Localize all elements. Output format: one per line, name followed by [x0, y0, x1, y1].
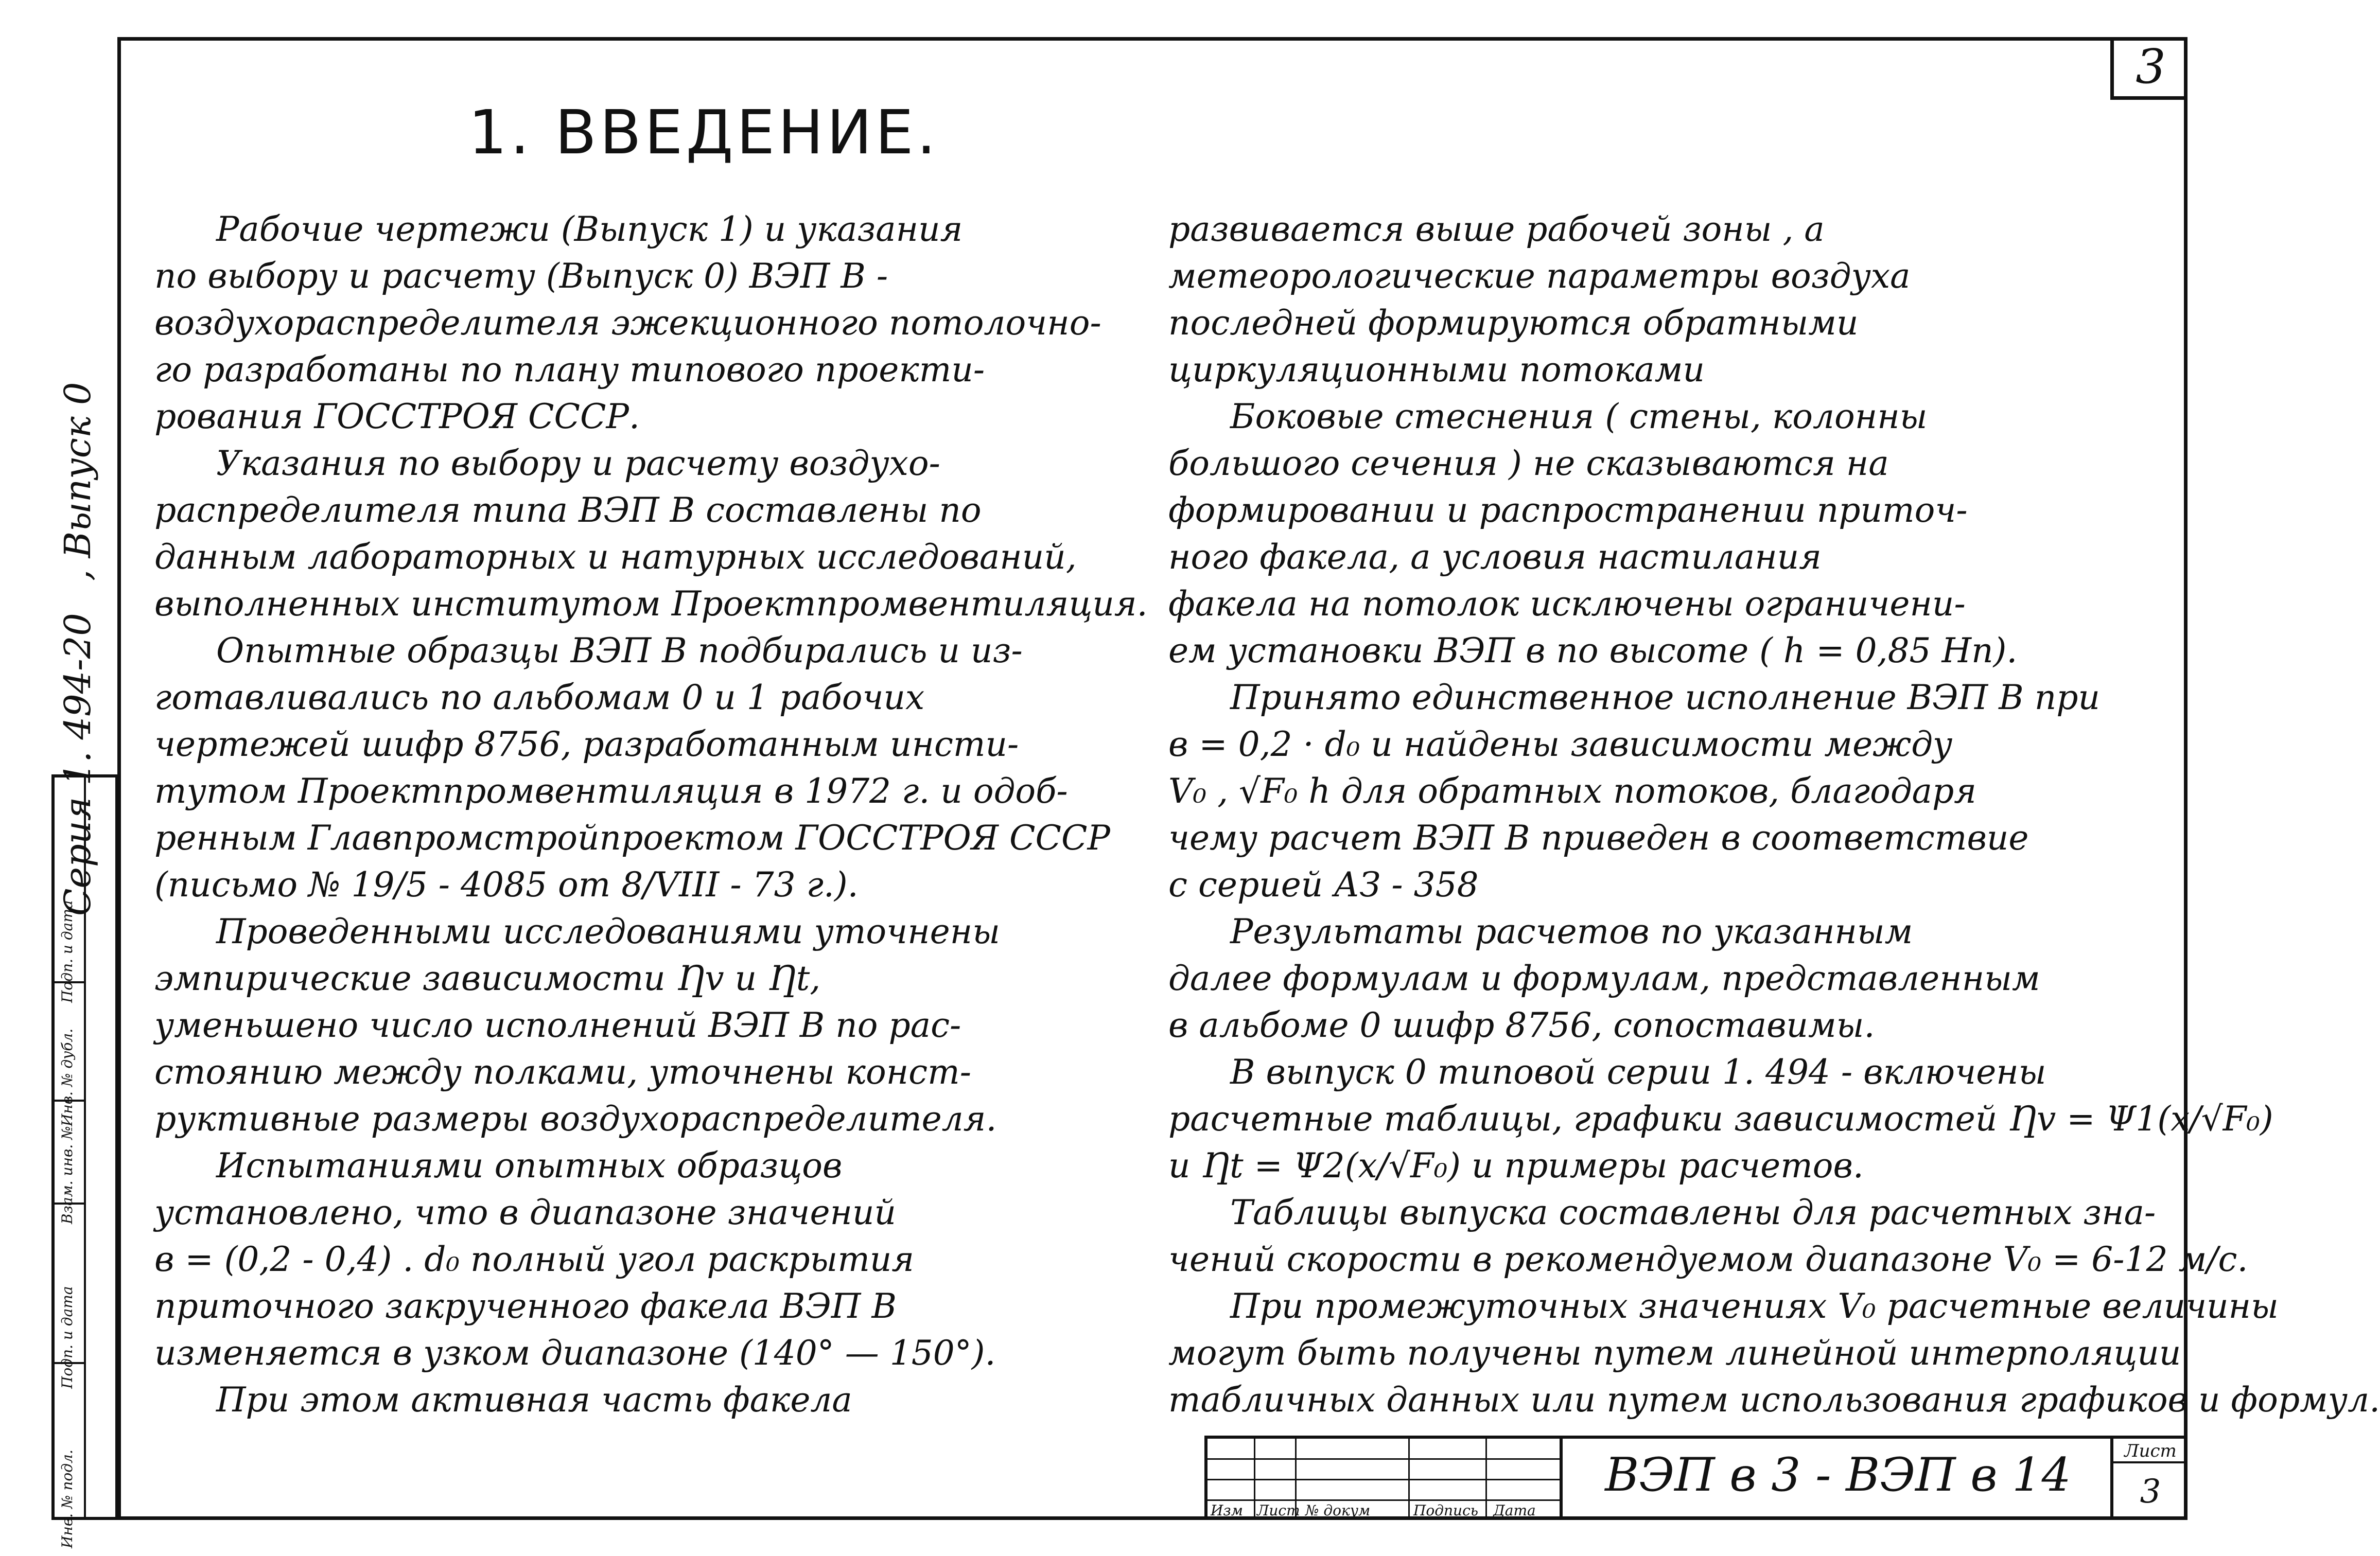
text-line: факела на потолок исключены ограничени- — [1168, 584, 1966, 624]
text-line: При этом активная часть факела — [216, 1380, 852, 1420]
text-line: При промежуточных значениях V₀ расчетные величины — [1230, 1286, 2279, 1326]
text-line: эмпирические зависимости Ƞv и Ƞt, — [154, 959, 821, 998]
text-line: рования ГОССТРОЯ СССР. — [154, 397, 640, 436]
text-line: в = 0,2 · d₀ и найдены зависимости между — [1168, 724, 1953, 764]
text-line: воздухораспределителя эжекционного потолочно- — [154, 303, 1101, 343]
text-line: могут быть получены путем линейной интерполяции — [1168, 1333, 2181, 1373]
text-column-right — [1168, 206, 2380, 1423]
side-stamp-label-column — [55, 777, 86, 1548]
text-line: выполненных институтом Проектпромвентиляция. — [154, 584, 1148, 624]
header-change: Изм — [1211, 1502, 1243, 1519]
text-line: ем установки ВЭП в по высоте ( h = 0,85 Hп). — [1168, 631, 2018, 670]
text-line: тутом Проектпромвентиляция в 1972 г. и одоб- — [154, 771, 1068, 811]
text-line: приточного закрученного факела ВЭП В — [154, 1286, 897, 1326]
text-line: данным лабораторных и натурных исследований, — [154, 537, 1077, 577]
text-line: Опытные образцы ВЭП В подбирались и из- — [216, 631, 1023, 670]
text-line: далее формулам и формулам, представленным — [1168, 959, 2040, 998]
text-line: Таблицы выпуска составлены для расчетных зна- — [1230, 1193, 2156, 1232]
text-line: ного факела, а условия настилания — [1168, 537, 1822, 577]
side-label-sign-date-1: Подп. и дата — [59, 900, 76, 1003]
text-line: изменяется в узком диапазоне (140° — 150°). — [154, 1333, 996, 1373]
text-line: го разработаны по плану типового проекти- — [154, 350, 985, 390]
text-line: по выбору и расчету (Выпуск 0) ВЭП В - — [154, 256, 888, 296]
text-line: метеорологические параметры воздуха — [1168, 256, 1911, 296]
issue-number: , Выпуск 0 — [57, 382, 99, 581]
side-cell — [55, 1205, 84, 1364]
text-line: в = (0,2 - 0,4) . d₀ полный угол раскрытия — [154, 1240, 915, 1279]
side-cell — [55, 777, 84, 983]
text-line: руктивные размеры воздухораспределителя. — [154, 1099, 997, 1139]
text-line: чертежей шифр 8756, разработанным инсти- — [154, 724, 1019, 764]
revision-grid — [1207, 1439, 1563, 1520]
text-line: Проведенными исследованиями уточнены — [216, 912, 1000, 951]
text-line: Результаты расчетов по указанным — [1230, 912, 1913, 951]
text-line: последней формируются обратными — [1168, 303, 1859, 343]
side-label-replace-inv: Взам. инв. № — [59, 1126, 76, 1224]
page-title: 1. ВВЕДЕНИЕ. — [468, 97, 939, 168]
text-line: большого сечения ) не сказываются на — [1168, 444, 1889, 483]
text-line: готавливались по альбомам 0 и 1 рабочих — [154, 678, 925, 717]
side-cell — [55, 1102, 84, 1205]
text-line: и Ƞt = Ψ2(x/√F₀) и примеры расчетов. — [1168, 1146, 1864, 1186]
text-line: Испытаниями опытных образцов — [216, 1146, 843, 1186]
title-block — [1204, 1436, 2188, 1520]
side-cell — [55, 983, 84, 1102]
text-line: Принято единственное исполнение ВЭП В при — [1230, 678, 2100, 717]
header-sheet: Лист — [1257, 1502, 1300, 1519]
text-line: чений скорости в рекомендуемом диапазоне V₀ = 6-12 м/с. — [1168, 1240, 2248, 1279]
text-line: установлено, что в диапазоне значений — [154, 1193, 897, 1232]
text-line: Боковые стеснения ( стены, колонны — [1230, 397, 1928, 436]
header-date: Дата — [1493, 1502, 1536, 1519]
side-label-sign-date-2: Подп. и дата — [59, 1286, 76, 1389]
text-line: в альбоме 0 шифр 8756, сопоставимы. — [1168, 1005, 1875, 1045]
page-number: 3 — [2110, 37, 2188, 100]
sheet-label: Лист — [2113, 1441, 2188, 1463]
text-line: табличных данных или путем использования графиков и формул. — [1168, 1380, 2380, 1420]
text-line: распределителя типа ВЭП В составлены по — [154, 490, 982, 530]
text-line: с серией АЗ - 358 — [1168, 865, 1479, 905]
text-line: V₀ , √F₀ h для обратных потоков, благодаря — [1168, 771, 1976, 811]
header-signature: Подпись — [1413, 1502, 1479, 1519]
text-line: стоянию между полками, уточнены конст- — [154, 1052, 972, 1092]
text-line: Указания по выбору и расчету воздухо- — [216, 444, 940, 483]
sheet-cell — [2110, 1439, 2188, 1520]
header-doc-number: № докум — [1305, 1502, 1371, 1519]
sheet-value: 3 — [2140, 1473, 2161, 1511]
text-column-left — [154, 206, 1148, 1423]
text-line: (письмо № 19/5 - 4085 от 8/VIII - 73 г.). — [154, 865, 859, 905]
text-line: расчетные таблицы, графики зависимостей Ƞv = Ψ1(x/√F₀) — [1168, 1099, 2273, 1139]
series-number: Серия 1. 494-20 — [57, 613, 99, 916]
document-designation: ВЭП в 3 - ВЭП в 14 — [1605, 1448, 2071, 1502]
text-line: В выпуск 0 типовой серии 1. 494 - включены — [1230, 1052, 2046, 1092]
text-line: формировании и распространении приточ- — [1168, 490, 1968, 530]
side-label-dup-inv: Инв. № дубл. — [59, 1028, 76, 1126]
side-stamp — [51, 774, 118, 1548]
text-line: развивается выше рабочей зоны , а — [1168, 209, 1825, 249]
text-line: Рабочие чертежи (Выпуск 1) и указания — [216, 209, 963, 249]
side-label-orig-inv: Инв. № подл. — [59, 1449, 76, 1548]
text-line: уменьшено число исполнений ВЭП В по рас- — [154, 1005, 961, 1045]
text-line: циркуляционными потоками — [1168, 350, 1705, 390]
side-stamp-value-column — [86, 777, 115, 1517]
text-line: ренным Главпромстройпроектом ГОССТРОЯ СССР — [154, 818, 1110, 858]
text-line: чему расчет ВЭП В приведен в соответствие — [1168, 818, 2029, 858]
